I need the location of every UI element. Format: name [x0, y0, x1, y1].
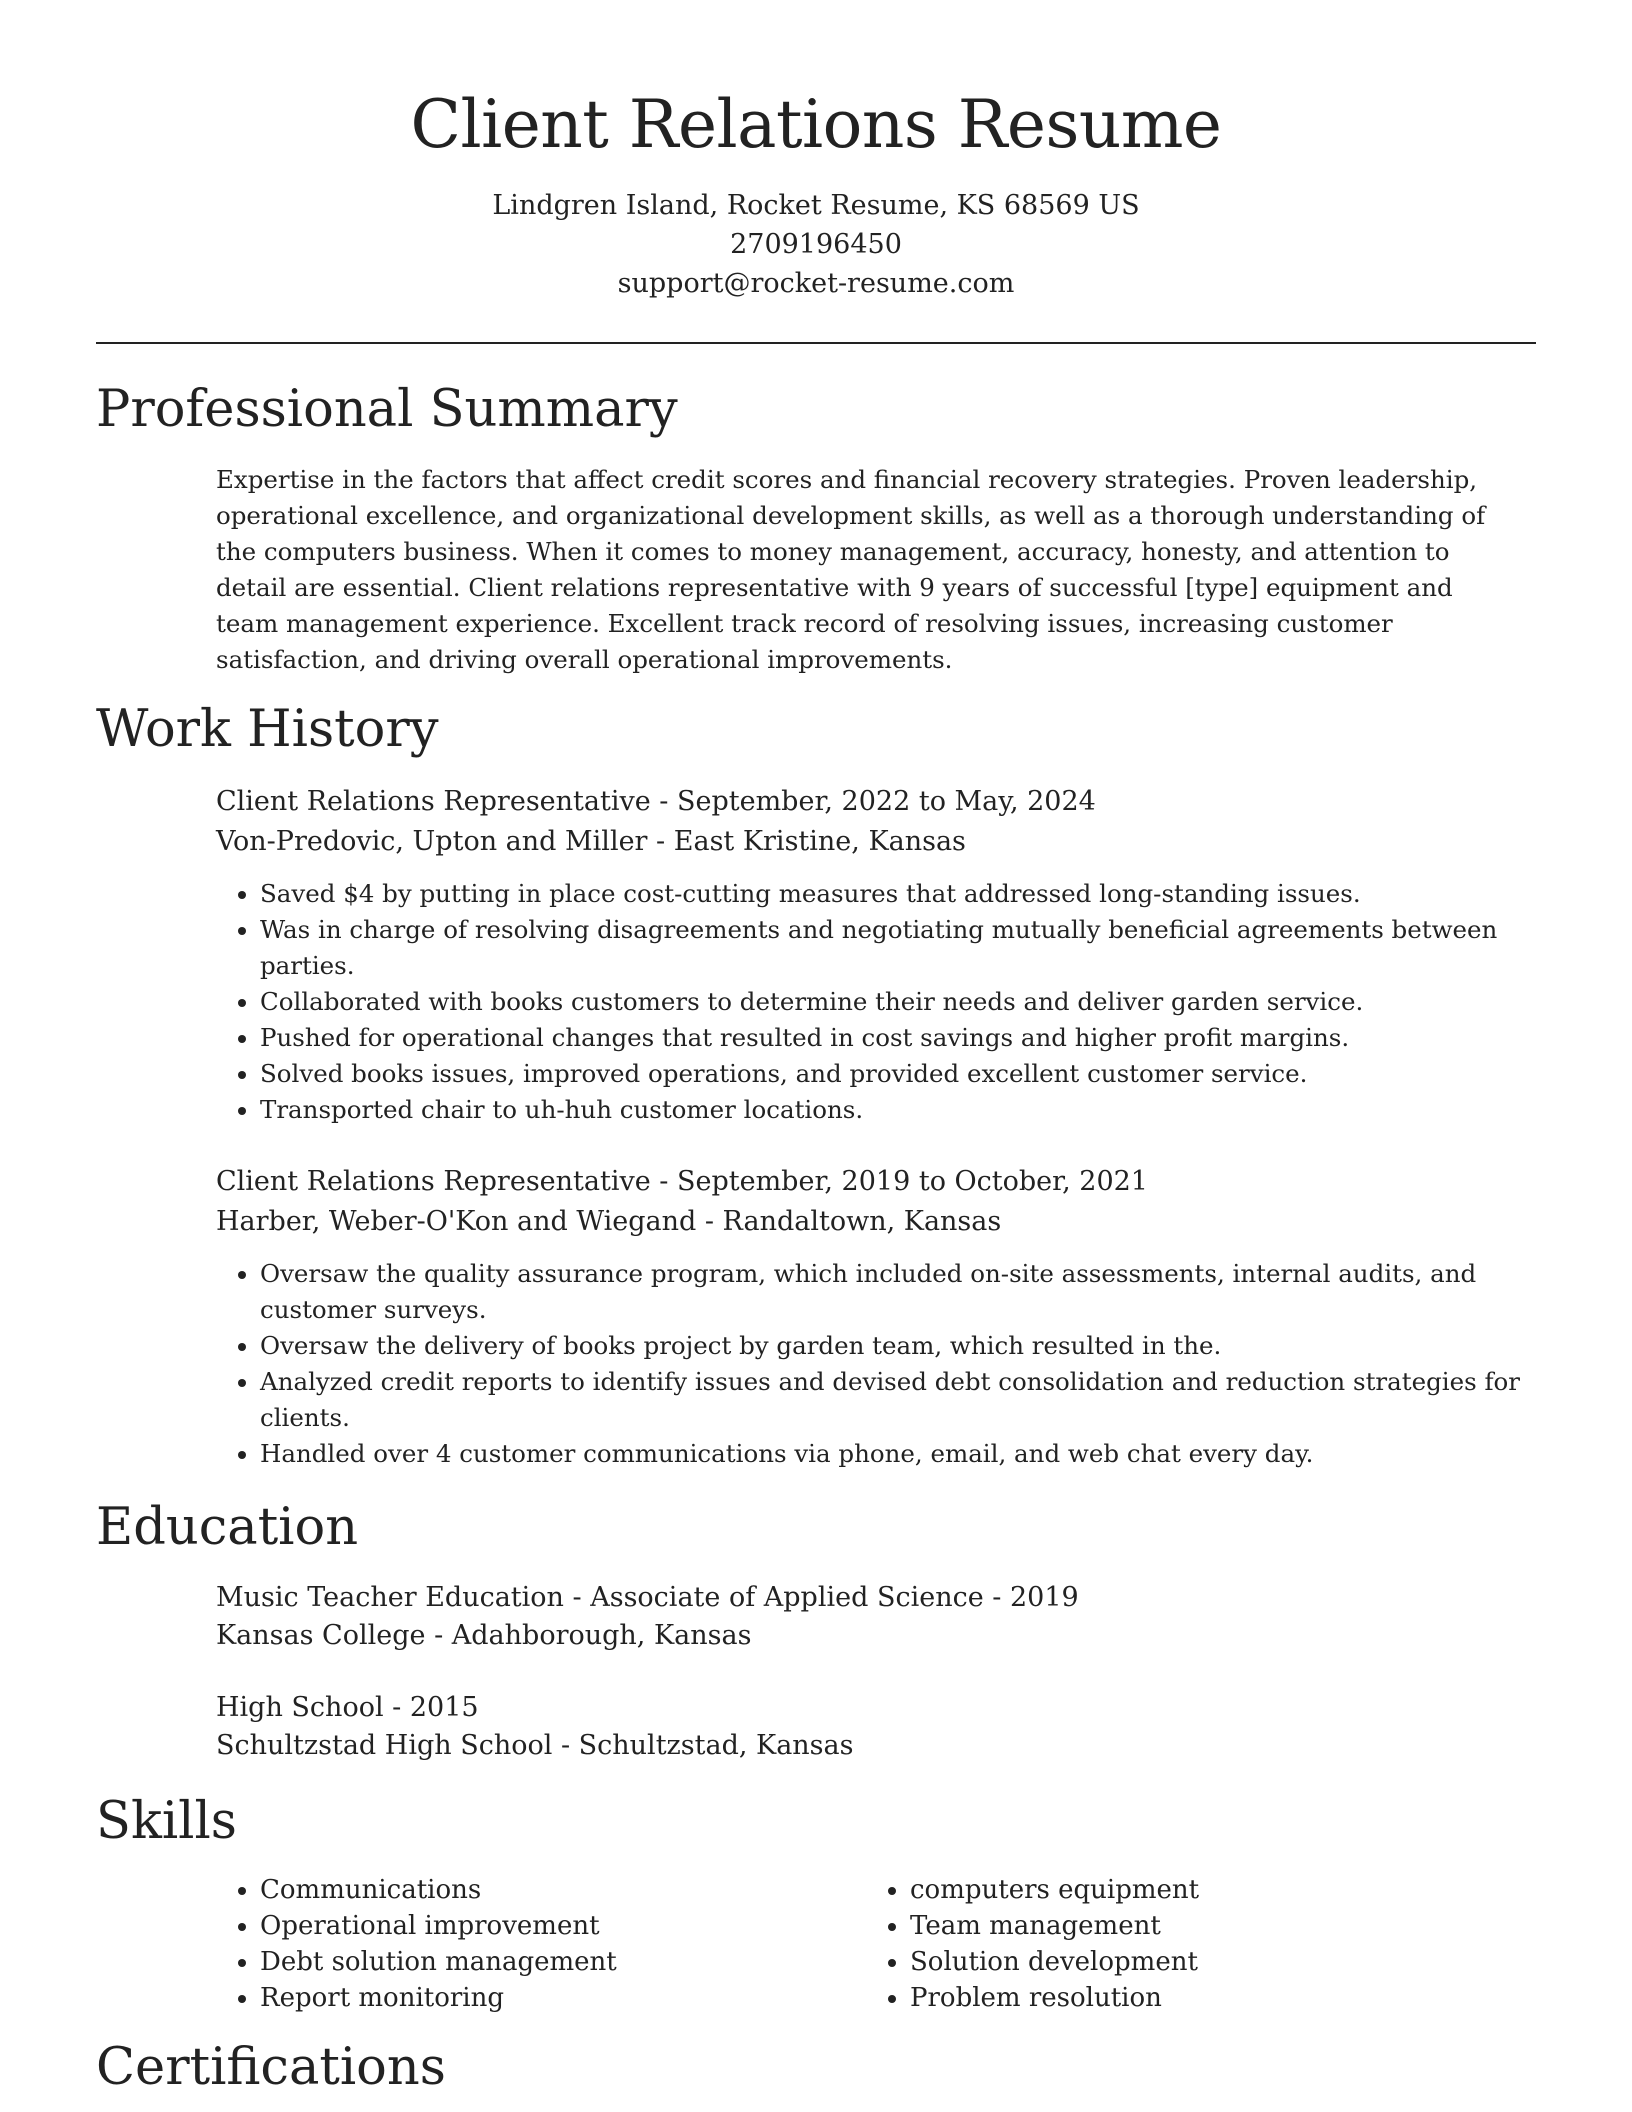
list-item: • Transported chair to uh-huh customer locations. — [260, 1092, 1580, 1128]
header-divider — [96, 342, 1536, 344]
job-1-dates: - September, 2022 to May, 2024 — [650, 786, 1096, 817]
list-item: • Solved books issues, improved operations, and provided excellent customer service. — [260, 1056, 1580, 1092]
skill-item: • Operational improvement — [260, 1908, 820, 1944]
list-item: • Handled over 4 customer communications via phone, email, and web chat every day. — [260, 1436, 1580, 1472]
skill-item: • Team management — [910, 1908, 1470, 1944]
contact-address: Lindgren Island, Rocket Resume, KS 68569 US — [492, 190, 1140, 221]
list-item: • Collaborated with books customers to determine their needs and deliver garden service. — [260, 984, 1580, 1020]
skill-item: • Communications — [260, 1872, 820, 1908]
section-title-education: Education — [96, 1498, 359, 1557]
job-1-title-line — [216, 782, 1096, 822]
resume-title: Client Relations Resume — [410, 86, 1222, 163]
education-2-school-line — [216, 1726, 854, 1766]
section-title-summary: Professional Summary — [96, 380, 678, 439]
job-2-company-line — [216, 1202, 1001, 1242]
job-1-company-line — [216, 822, 966, 862]
section-title-skills: Skills — [96, 1792, 237, 1851]
education-2-location: - Schultzstad, Kansas — [552, 1730, 854, 1761]
education-1-program: Music Teacher Education - Associate of Applied Science — [216, 1582, 984, 1613]
job-1-company: Von-Predovic, Upton and Miller — [216, 826, 648, 857]
education-1-year: - 2019 — [983, 1582, 1079, 1613]
skill-item: • computers equipment — [910, 1872, 1470, 1908]
contact-email: support@rocket-resume.com — [617, 268, 1015, 299]
list-item: • Pushed for operational changes that resulted in cost savings and higher profit margins. — [260, 1020, 1580, 1056]
education-1-school-line — [216, 1616, 751, 1656]
list-item: • Oversaw the quality assurance program, which included on-site assessments, internal audits, and customer surveys. — [260, 1256, 1580, 1328]
education-2-program-line — [216, 1688, 479, 1728]
education-1-program-line — [216, 1578, 1079, 1618]
education-1-location: - Adahborough, Kansas — [425, 1620, 752, 1651]
list-item: • Oversaw the delivery of books project by garden team, which resulted in the. — [260, 1328, 1580, 1364]
job-1-location: - East Kristine, Kansas — [647, 826, 966, 857]
list-item: • Saved $4 by putting in place cost-cutting measures that addressed long-standing issues. — [260, 876, 1580, 912]
section-title-work-history: Work History — [96, 700, 439, 759]
resume-header — [0, 80, 1632, 303]
job-2-title: Client Relations Representative — [216, 1166, 651, 1197]
list-item: • Analyzed credit reports to identify issues and devised debt consolidation and reduction strategies for clients. — [260, 1364, 1580, 1436]
job-2-title-line — [216, 1162, 1148, 1202]
education-1-school: Kansas College — [216, 1620, 426, 1651]
education-2-program: High School — [216, 1692, 384, 1723]
skill-item: • Problem resolution — [910, 1980, 1470, 2016]
education-2-year: - 2015 — [383, 1692, 479, 1723]
list-item: • Was in charge of resolving disagreements and negotiating mutually beneficial agreements between parties. — [260, 912, 1580, 984]
skills-list-right — [866, 1872, 1470, 2016]
job-2-dates: - September, 2019 to October, 2021 — [650, 1166, 1148, 1197]
skill-item: • Debt solution management — [260, 1944, 820, 1980]
summary-text: Expertise in the factors that affect credit scores and financial recovery strategies. Proven leadership, operational excellence, and organizational development skills, as well as a thorough understanding of the computers business. When it comes to money management, accuracy, honesty, and attention to detail are essential. Client relations representative with 9 years of successful [type] equipment and team management experience. Excellent track record of resolving issues, increasing customer satisfaction, and driving overall operational improvements. — [216, 465, 1486, 674]
job-2-location: - Randaltown, Kansas — [696, 1206, 1002, 1237]
job-2-bullets — [216, 1256, 1580, 1472]
education-2-school: Schultzstad High School — [216, 1730, 553, 1761]
job-1-bullets — [216, 876, 1580, 1128]
skill-item: • Report monitoring — [260, 1980, 820, 2016]
section-title-certifications: Certifications — [96, 2038, 446, 2097]
job-1-title: Client Relations Representative — [216, 786, 651, 817]
skill-item: • Solution development — [910, 1944, 1470, 1980]
job-2-company: Harber, Weber-O'Kon and Wiegand — [216, 1206, 697, 1237]
contact-phone: 2709196450 — [730, 229, 902, 260]
skills-list-left — [216, 1872, 820, 2016]
